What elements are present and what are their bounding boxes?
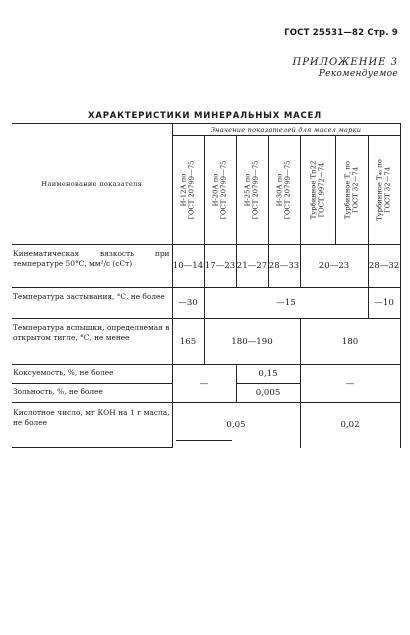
row-label: Температура застывания, °С, не более bbox=[12, 288, 172, 319]
appendix-subtitle: Рекомендуемое bbox=[318, 69, 398, 79]
table-cell: 180 bbox=[300, 319, 400, 365]
table-cell: —15 bbox=[204, 288, 368, 319]
table-cell: —10 bbox=[368, 288, 400, 319]
column-header-i20a: И-20А по ГОСТ 20799—75 bbox=[204, 136, 236, 245]
column-header-i25a: И-25А по ГОСТ 20799—75 bbox=[236, 136, 268, 245]
end-rule bbox=[176, 440, 232, 441]
table-row bbox=[12, 288, 400, 319]
column-header-tp22: Турбинное Тп22 ГОСТ 9972—74 bbox=[300, 136, 335, 245]
table-cell: 180—190 bbox=[204, 319, 300, 365]
row-label: Коксуемость, %, не более bbox=[12, 365, 172, 384]
row-label: Температура вспышки, определяемая в открытом тигле, °С, не менее bbox=[12, 319, 172, 365]
table-cell: 17—23 bbox=[204, 245, 236, 288]
appendix-heading bbox=[292, 57, 398, 79]
table-cell: 10—14 bbox=[172, 245, 204, 288]
table-cell: 0,005 bbox=[236, 384, 300, 403]
table-cell: 0,05 bbox=[172, 403, 300, 448]
row-label: Зольность, %, не более bbox=[12, 384, 172, 403]
table-cell: — bbox=[172, 365, 236, 403]
table-row bbox=[12, 319, 400, 365]
appendix-title: ПРИЛОЖЕНИЕ 3 bbox=[292, 57, 398, 68]
column-header-i30a: И-30А по ГОСТ 20799—75 bbox=[268, 136, 300, 245]
table-header-row bbox=[12, 124, 400, 136]
column-header-t-gost32: Турбинное Т, по ГОСТ 32—74 bbox=[335, 136, 368, 245]
row-label: Кислотное число, мг КОН на 1 г масла, не более bbox=[12, 403, 172, 448]
table-cell: 0,15 bbox=[236, 365, 300, 384]
document-title: ХАРАКТЕРИСТИКИ МИНЕРАЛЬНЫХ МАСЕЛ bbox=[87, 111, 323, 121]
table-cell: 20—23 bbox=[300, 245, 368, 288]
table-row bbox=[12, 365, 400, 384]
table-cell: — bbox=[300, 365, 400, 403]
table-cell: —30 bbox=[172, 288, 204, 319]
column-header-i12a: И-12А по ГОСТ 20799—75 bbox=[172, 136, 204, 245]
table-cell: 0,02 bbox=[300, 403, 400, 448]
table-cell: 165 bbox=[172, 319, 204, 365]
oil-characteristics-table bbox=[12, 123, 401, 448]
name-column-header: Наименование показателя bbox=[12, 124, 172, 245]
column-group-header: Значение показателей для масел марки bbox=[172, 124, 400, 136]
table-cell: 28—32 bbox=[368, 245, 400, 288]
table-cell: 21—27 bbox=[236, 245, 268, 288]
table-row bbox=[12, 245, 400, 288]
row-label: Кинематическая вязкость при температуре 50°С, мм²/с (сСт) bbox=[12, 245, 172, 288]
table-cell: 28—33 bbox=[268, 245, 300, 288]
column-header-t46: Турбинное Т₄₆ по ГОСТ 32—74 bbox=[368, 136, 400, 245]
page-header: ГОСТ 25531—82 Стр. 9 bbox=[284, 28, 398, 38]
